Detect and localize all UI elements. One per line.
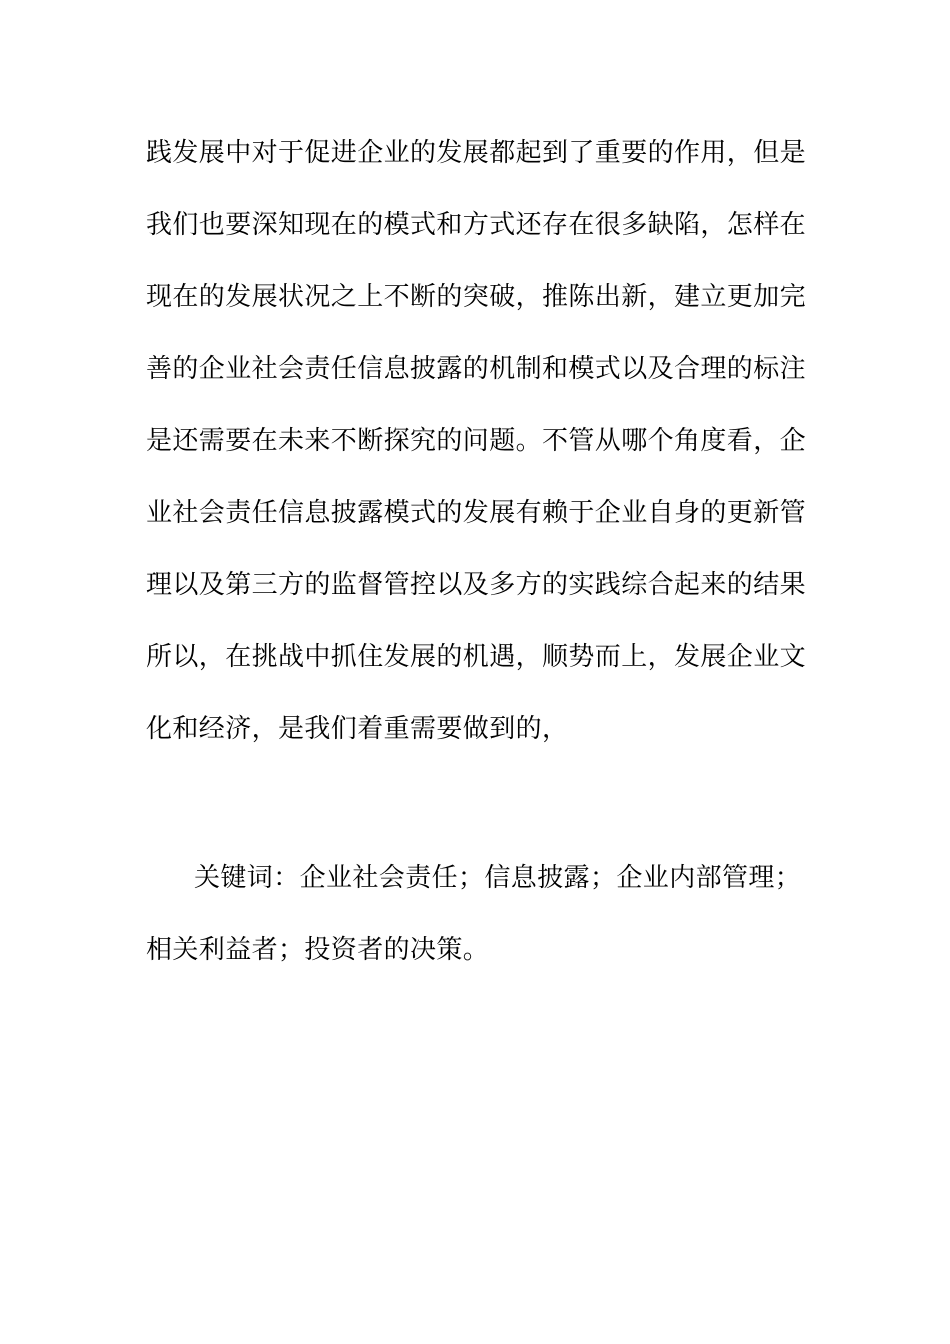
body-text-line: 所以，在挑战中抓住发展的机遇，顺势而上，发展企业文 [146,642,807,672]
keywords-line: 相关利益者；投资者的决策。 [146,935,490,965]
keywords-line: 关键词：企业社会责任；信息披露；企业内部管理； [194,863,802,893]
body-text-line: 我们也要深知现在的模式和方式还存在很多缺陷，怎样在 [146,210,807,240]
body-text-line: 善的企业社会责任信息披露的机制和模式以及合理的标注 [146,354,807,384]
body-text-line: 践发展中对于促进企业的发展都起到了重要的作用，但是 [146,138,807,168]
body-text-line: 是还需要在未来不断探究的问题。不管从哪个角度看，企 [146,426,807,456]
body-text-line: 业社会责任信息披露模式的发展有赖于企业自身的更新管 [146,498,807,528]
body-text-line: 现在的发展状况之上不断的突破，推陈出新，建立更加完 [146,282,807,312]
body-text-line: 理以及第三方的监督管控以及多方的实践综合起来的结果 [146,570,807,600]
body-text-line: 化和经济，是我们着重需要做到的， [146,714,569,744]
